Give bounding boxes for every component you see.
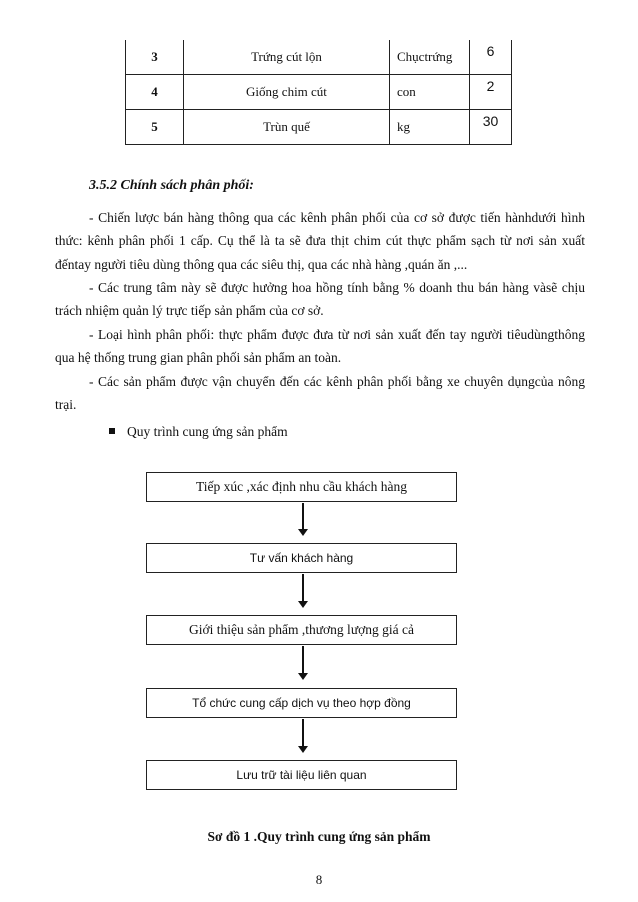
product-quantity: 30 xyxy=(470,110,512,145)
table-row xyxy=(126,75,512,110)
flow-step-3: Giới thiệu sản phẩm ,thương lượng giá cả xyxy=(146,615,457,645)
bullet-text: Quy trình cung ứng sản phẩm xyxy=(127,424,288,439)
row-number: 5 xyxy=(126,110,184,145)
flow-step-1: Tiếp xúc ,xác định nhu cầu khách hàng xyxy=(146,472,457,502)
row-number: 4 xyxy=(126,75,184,110)
paragraph-distribution-type xyxy=(55,323,585,370)
square-bullet-icon xyxy=(109,428,115,434)
product-quantity: 6 xyxy=(470,40,512,75)
product-unit: Chụctrứng xyxy=(390,40,470,75)
product-name: Trùn quế xyxy=(184,110,390,145)
table-row xyxy=(126,40,512,75)
paragraph-text: - Chiến lược bán hàng thông qua các kênh phân phối của cơ sở được tiến hànhdưới hình thức: kênh phân phối 1 cấp. Cụ thể là ta sẽ đưa thịt chim cút thực phẩm sạch từ nơi sản xuất đếntay người tiêu dùng thông qua các siêu thị, qua các nhà hàng ,quán ăn ,... xyxy=(55,210,585,272)
product-unit: kg xyxy=(390,110,470,145)
paragraph-text: - Các trung tâm này sẽ được hưởng hoa hồng tính bằng % doanh thu bán hàng vàsẽ chịu trách nhiệm quản lý trực tiếp sản phẩm của cơ sở. xyxy=(55,280,585,319)
product-unit: con xyxy=(390,75,470,110)
row-number: 3 xyxy=(126,40,184,75)
paragraph-text: - Các sản phẩm được vận chuyển đến các kênh phân phối bằng xe chuyên dụngcủa nông trại. xyxy=(55,374,585,413)
flow-step-5: Lưu trữ tài liệu liên quan xyxy=(146,760,457,790)
paragraph-transport xyxy=(55,370,585,417)
paragraph-commission xyxy=(55,276,585,323)
page-number: 8 xyxy=(315,872,323,887)
product-name: Giống chim cút xyxy=(184,75,390,110)
product-table xyxy=(125,40,512,145)
flow-step-4: Tổ chức cung cấp dịch vụ theo hợp đồng xyxy=(146,688,457,718)
paragraph-strategy xyxy=(55,206,585,276)
bullet-item xyxy=(109,424,288,440)
paragraph-text: - Loại hình phân phối: thực phẩm được đưa từ nơi sản xuất đến tay người tiêudùngthông qua hệ thống trung gian phân phối sản phẩm an toàn. xyxy=(55,327,585,366)
section-heading: 3.5.2 Chính sách phân phối: xyxy=(89,178,254,193)
table-row xyxy=(126,110,512,145)
product-quantity: 2 xyxy=(470,75,512,110)
figure-caption: Sơ đồ 1 .Quy trình cung ứng sản phẩm xyxy=(207,829,431,844)
product-name: Trứng cút lộn xyxy=(184,40,390,75)
flow-step-2: Tư vấn khách hàng xyxy=(146,543,457,573)
